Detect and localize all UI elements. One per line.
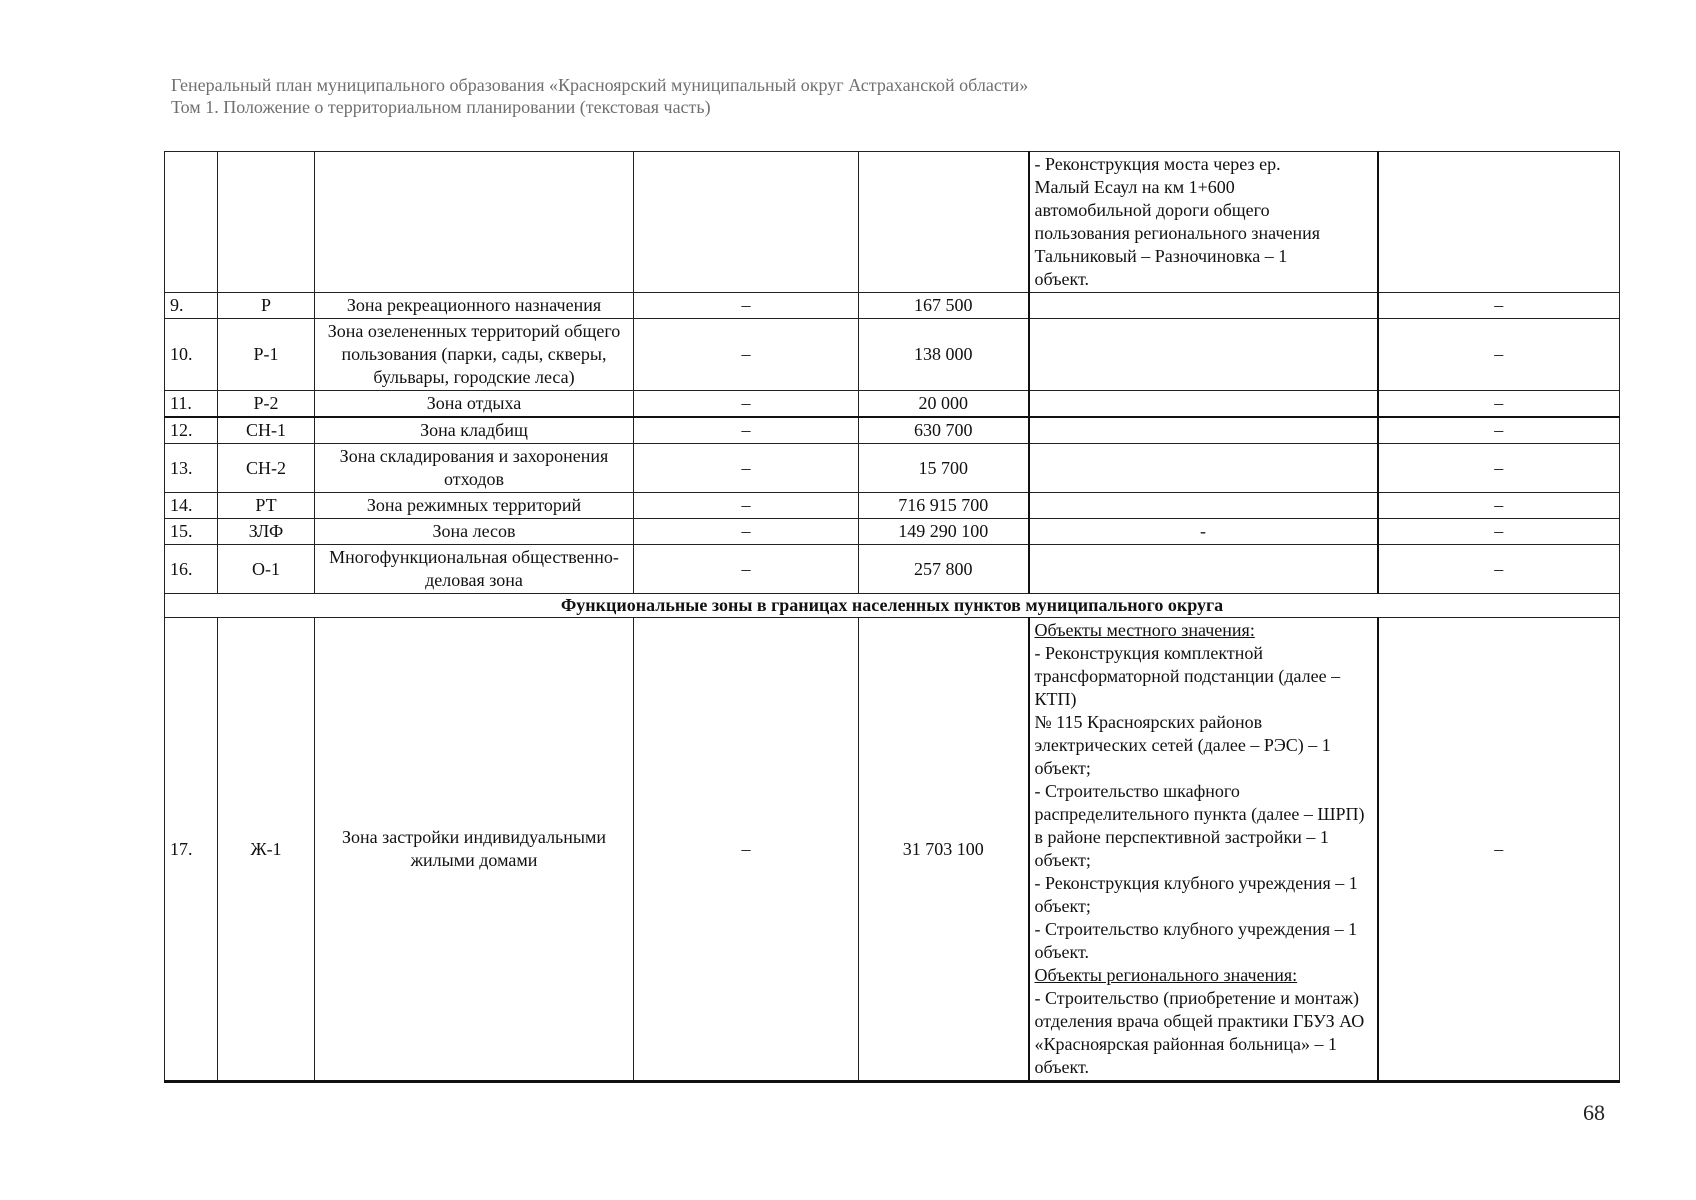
parameter-cell: – [634, 417, 859, 444]
header-line-2: Том 1. Положение о территориальном планировании (текстовая часть) [171, 97, 711, 117]
zone-name-cell: Зона рекреационного назначения [315, 293, 634, 319]
objects-line: объект. [1034, 269, 1090, 289]
row-number-cell: 9. [165, 293, 218, 319]
zone-name-cell: Зона складирования и захоронения отходов [315, 444, 634, 493]
row-number-cell: 13. [165, 444, 218, 493]
page-number: 68 [1583, 1100, 1605, 1125]
area-cell: 20 000 [859, 391, 1029, 418]
parameter-cell: – [634, 545, 859, 594]
area-cell: 138 000 [859, 319, 1029, 391]
parameter-cell: – [634, 519, 859, 545]
section-row [165, 594, 1620, 618]
row-number-cell: 16. [165, 545, 218, 594]
objects-cell [1029, 391, 1378, 418]
parameter-cell: – [634, 391, 859, 418]
table-row [165, 319, 1620, 391]
section-title: Функциональные зоны в границах населенных пунктов муниципального округа [165, 594, 1620, 618]
area-cell: 149 290 100 [859, 519, 1029, 545]
zone-code-cell: Ж-1 [218, 618, 315, 1082]
zone-name-cell: Зона режимных территорий [315, 493, 634, 519]
table-row [165, 152, 1620, 293]
parameter-cell [634, 152, 859, 293]
zone-name-cell: Зона кладбищ [315, 417, 634, 444]
row-number-cell: 12. [165, 417, 218, 444]
table-row [165, 444, 1620, 493]
area-cell: 15 700 [859, 444, 1029, 493]
area-cell: 167 500 [859, 293, 1029, 319]
table-row [165, 519, 1620, 545]
objects-item: - Реконструкция комплектной трансформаторной подстанции (далее – КТП) [1034, 643, 1341, 709]
objects-line: автомобильной дороги общего [1034, 200, 1270, 220]
objects-cell [1029, 293, 1378, 319]
parameter-cell: – [634, 618, 859, 1082]
extra-cell: – [1378, 493, 1620, 519]
extra-cell [1378, 152, 1620, 293]
zones-table-wrapper [164, 151, 1619, 1083]
zone-name-cell [315, 152, 634, 293]
row-number-cell: 17. [165, 618, 218, 1082]
objects-item: - Реконструкция клубного учреждения – 1 объект; [1034, 873, 1358, 916]
row-number-cell: 11. [165, 391, 218, 418]
objects-cell [1029, 417, 1378, 444]
row-number-cell: 14. [165, 493, 218, 519]
area-cell: 31 703 100 [859, 618, 1029, 1082]
area-cell: 716 915 700 [859, 493, 1029, 519]
parameter-cell: – [634, 293, 859, 319]
zone-name-cell: Зона отдыха [315, 391, 634, 418]
parameter-cell: – [634, 319, 859, 391]
header-line-1: Генеральный план муниципального образования «Красноярский муниципальный округ Астраханской области» [171, 75, 1029, 95]
zone-name-cell: Зона лесов [315, 519, 634, 545]
zone-code-cell: РТ [218, 493, 315, 519]
extra-cell: – [1378, 391, 1620, 418]
row-number-cell: 10. [165, 319, 218, 391]
objects-line: - Реконструкция моста через ер. [1034, 154, 1281, 174]
objects-line: Тальниковый – Разночиновка – 1 [1034, 246, 1288, 266]
extra-cell: – [1378, 519, 1620, 545]
zone-code-cell [218, 152, 315, 293]
objects-cell [1029, 319, 1378, 391]
extra-cell: – [1378, 417, 1620, 444]
objects-item: - Строительство шкафного распределительного пункта (далее – ШРП) в районе перспективной застройки – 1 объект; [1034, 781, 1365, 870]
objects-item: - Строительство (приобретение и монтаж) отделения врача общей практики ГБУЗ АО «Красноярская районная больница» – 1 объект. [1034, 988, 1365, 1077]
zone-name-cell: Зона застройки индивидуальными жилыми домами [315, 618, 634, 1082]
table-row [165, 293, 1620, 319]
extra-cell: – [1378, 618, 1620, 1082]
objects-cell: - [1029, 519, 1378, 545]
zone-name-cell: Многофункциональная общественно-деловая зона [315, 545, 634, 594]
parameter-cell: – [634, 444, 859, 493]
zone-code-cell: ЗЛФ [218, 519, 315, 545]
row-number-cell: 15. [165, 519, 218, 545]
zone-code-cell: Р [218, 293, 315, 319]
extra-cell: – [1378, 545, 1620, 594]
zone-name-cell: Зона озелененных территорий общего пользования (парки, сады, скверы, бульвары, городские леса) [315, 319, 634, 391]
objects-cell [1029, 618, 1378, 1082]
objects-item: - Строительство клубного учреждения – 1 объект. [1034, 919, 1358, 962]
regional-objects-heading: Объекты регионального значения: [1034, 965, 1298, 985]
document-header [171, 74, 1028, 118]
objects-item: № 115 Красноярских районов электрических сетей (далее – РЭС) – 1 объект; [1034, 712, 1331, 778]
extra-cell: – [1378, 444, 1620, 493]
extra-cell: – [1378, 319, 1620, 391]
functional-zones-table [164, 151, 1620, 1083]
table-row [165, 545, 1620, 594]
zone-code-cell: Р-1 [218, 319, 315, 391]
area-cell: 630 700 [859, 417, 1029, 444]
area-cell [859, 152, 1029, 293]
table-row [165, 417, 1620, 444]
objects-line: Малый Есаул на км 1+600 [1034, 177, 1235, 197]
objects-cell [1029, 493, 1378, 519]
table-row [165, 391, 1620, 418]
objects-line: пользования регионального значения [1034, 223, 1321, 243]
zone-code-cell: СН-2 [218, 444, 315, 493]
parameter-cell: – [634, 493, 859, 519]
objects-cell [1029, 545, 1378, 594]
objects-cell [1029, 444, 1378, 493]
extra-cell: – [1378, 293, 1620, 319]
table-row [165, 618, 1620, 1082]
objects-cell [1029, 152, 1378, 293]
area-cell: 257 800 [859, 545, 1029, 594]
zone-code-cell: О-1 [218, 545, 315, 594]
table-row [165, 493, 1620, 519]
zone-code-cell: СН-1 [218, 417, 315, 444]
row-number-cell [165, 152, 218, 293]
local-objects-heading: Объекты местного значения: [1034, 620, 1255, 640]
zone-code-cell: Р-2 [218, 391, 315, 418]
